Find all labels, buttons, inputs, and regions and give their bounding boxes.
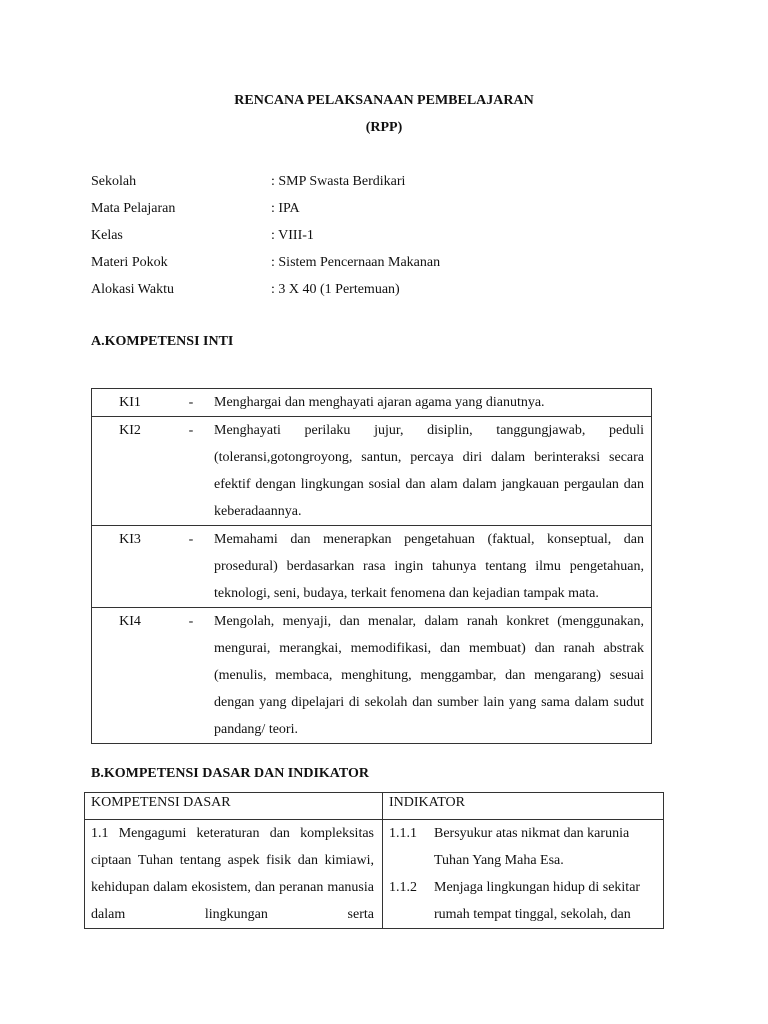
ki-dash: -	[168, 526, 214, 608]
info-value: : Sistem Pencernaan Makanan	[271, 255, 441, 270]
ki-text: Memahami dan menerapkan pengetahuan (faktual, konseptual, dan prosedural) berdasarkan rasa ingin tahunya tentang ilmu pengetahuan, teknologi, seni, budaya, terkait fenomena dan kejadian tampak mata.	[214, 532, 644, 601]
table-header-row	[85, 793, 664, 820]
ki-description	[214, 608, 652, 744]
document-subtitle: (RPP)	[365, 120, 403, 135]
info-row-school	[91, 173, 440, 200]
table-row	[92, 608, 652, 744]
kd-cell	[85, 820, 383, 929]
info-row-class	[91, 227, 440, 254]
ki-dash: -	[168, 389, 214, 417]
document-title: RENCANA PELAKSANAAN PEMBELAJARAN	[234, 93, 534, 108]
table-row	[92, 526, 652, 608]
ki-description	[214, 417, 652, 526]
indikator-cell	[383, 820, 664, 929]
kompetensi-dasar-table	[84, 792, 664, 929]
info-label: Sekolah	[91, 174, 137, 189]
indicator-number: 1.1.2	[389, 880, 417, 895]
info-value: : IPA	[271, 201, 300, 216]
ki-text: Menghargai dan menghayati ajaran agama yang dianutnya.	[214, 395, 545, 410]
info-label: Alokasi Waktu	[91, 282, 174, 297]
info-row-topic	[91, 254, 440, 281]
ki-description	[214, 526, 652, 608]
table-row	[92, 389, 652, 417]
indicator-number: 1.1.1	[389, 826, 417, 841]
indicator-item	[383, 874, 663, 928]
kd-text: 1.1 Mengagumi keteraturan dan kompleksitas ciptaan Tuhan tentang aspek fisik dan kimiawi, kehidupan dalam ekosistem, dan peranan manusia dalam lingkungan serta	[91, 826, 374, 922]
ki-code: KI4	[92, 608, 169, 744]
kompetensi-inti-table	[91, 388, 652, 744]
info-label: Mata Pelajaran	[91, 201, 176, 216]
ki-dash: -	[168, 608, 214, 744]
table-row	[85, 820, 664, 929]
section-a-heading: A.KOMPETENSI INTI	[91, 334, 234, 349]
column-header-kd: KOMPETENSI DASAR	[85, 793, 383, 820]
info-row-subject	[91, 200, 440, 227]
info-value: : SMP Swasta Berdikari	[271, 174, 406, 189]
ki-description	[214, 389, 652, 417]
column-header-indikator: INDIKATOR	[383, 793, 664, 820]
indicator-item	[383, 820, 663, 874]
table-row	[92, 417, 652, 526]
info-label: Kelas	[91, 228, 123, 243]
ki-text: Mengolah, menyaji, dan menalar, dalam ranah konkret (menggunakan, mengurai, merangkai, memodifikasi, dan membuat) dan ranah abstrak (menulis, membaca, menghitung, menggambar, dan mengarang) sesuai dengan yang dipelajari di sekolah dan sumber lain yang sama dalam sudut pandang/ teori.	[214, 614, 644, 737]
ki-text: Menghayati perilaku jujur, disiplin, tanggungjawab, peduli (toleransi,gotongroyong, santun, percaya diri dalam berinteraksi secara efektif dengan lingkungan sosial dan alam dalam jangkauan pergaulan dan keberadaannya.	[214, 423, 644, 519]
indicator-text: Menjaga lingkungan hidup di sekitar rumah tempat tinggal, sekolah, dan	[434, 880, 641, 922]
ki-code: KI2	[92, 417, 169, 526]
section-b-heading: B.KOMPETENSI DASAR DAN INDIKATOR	[91, 766, 369, 781]
info-label: Materi Pokok	[91, 255, 168, 270]
indicator-text: Bersyukur atas nikmat dan karunia Tuhan Yang Maha Esa.	[434, 826, 630, 868]
info-value: : VIII-1	[271, 228, 314, 243]
ki-code: KI1	[92, 389, 169, 417]
info-row-time	[91, 281, 440, 308]
info-value: : 3 X 40 (1 Pertemuan)	[271, 282, 400, 297]
ki-dash: -	[168, 417, 214, 526]
ki-code: KI3	[92, 526, 169, 608]
identity-block	[91, 173, 440, 308]
